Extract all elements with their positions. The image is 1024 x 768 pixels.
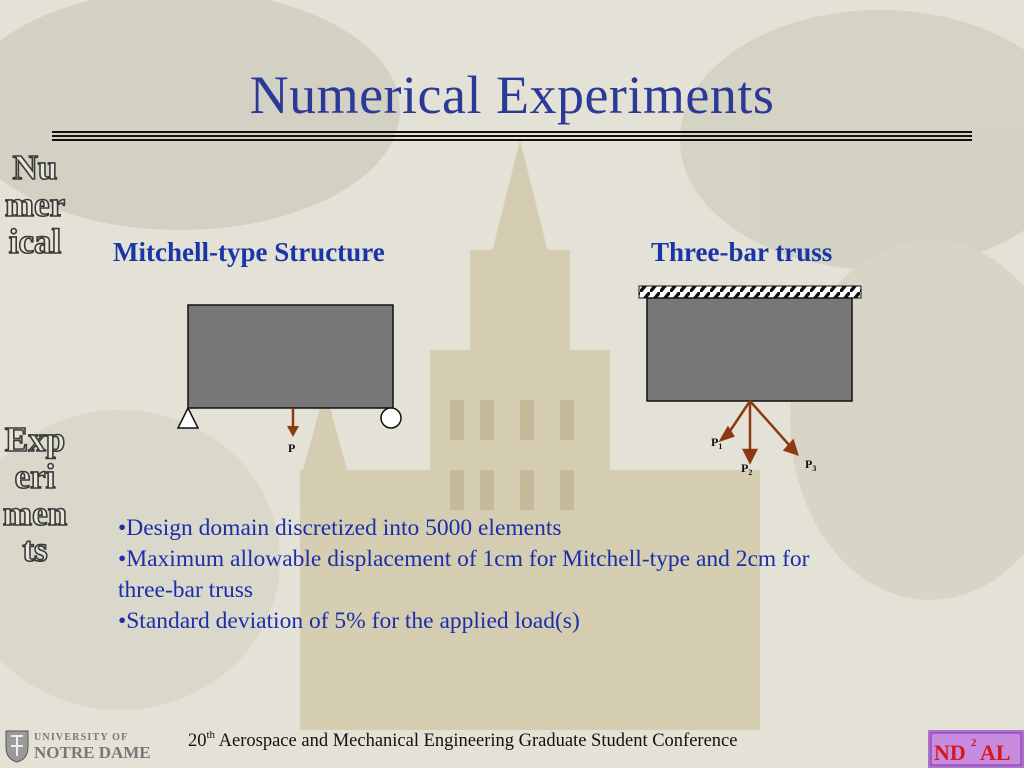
three-bar-heading: Three-bar truss (651, 237, 833, 267)
fixed-support-hatch (639, 286, 861, 298)
conference-footer: 20th Aerospace and Mechanical Engineering Graduate Student Conference (188, 729, 738, 751)
load-p1-shaft (728, 401, 750, 434)
svg-text:2: 2 (971, 737, 977, 749)
svg-text:AL: AL (980, 740, 1011, 765)
bullet-item-continuation: three-bar truss (118, 577, 254, 603)
bullet-list (118, 513, 968, 637)
notre-dame-logo (2, 728, 162, 764)
mitchell-diagram (170, 300, 410, 460)
bullet-item: •Design domain discretized into 5000 elements (118, 515, 562, 541)
side-banner-word-2: Experiments (2, 420, 68, 570)
mitchell-heading: Mitchell-type Structure (113, 237, 385, 267)
nd2al-logo (928, 730, 1024, 768)
bullet-item: •Maximum allowable displacement of 1cm for Mitchell-type and 2cm for (118, 546, 810, 572)
svg-text:ND: ND (934, 740, 966, 765)
three-bar-diagram (630, 280, 880, 490)
slide-title: Numerical Experiments (249, 65, 775, 125)
load-label-p3: $P_3$ (805, 457, 817, 473)
load-arrow-head (287, 426, 299, 437)
load-label-p: P (288, 441, 296, 455)
load-label-p2: $P_2$ (741, 461, 753, 477)
svg-text:NOTRE DAME: NOTRE DAME (34, 743, 151, 762)
svg-text:UNIVERSITY OF: UNIVERSITY OF (34, 732, 129, 743)
load-label-p1: $P_1$ (711, 435, 723, 451)
design-domain-rect (647, 298, 852, 401)
side-banner-word-1: Numerical (4, 148, 66, 261)
pin-support (178, 408, 198, 428)
roller-support (381, 408, 401, 428)
bullet-item: •Standard deviation of 5% for the applied load(s) (118, 608, 580, 634)
load-p3-shaft (750, 401, 790, 446)
design-domain-rect (188, 305, 393, 408)
